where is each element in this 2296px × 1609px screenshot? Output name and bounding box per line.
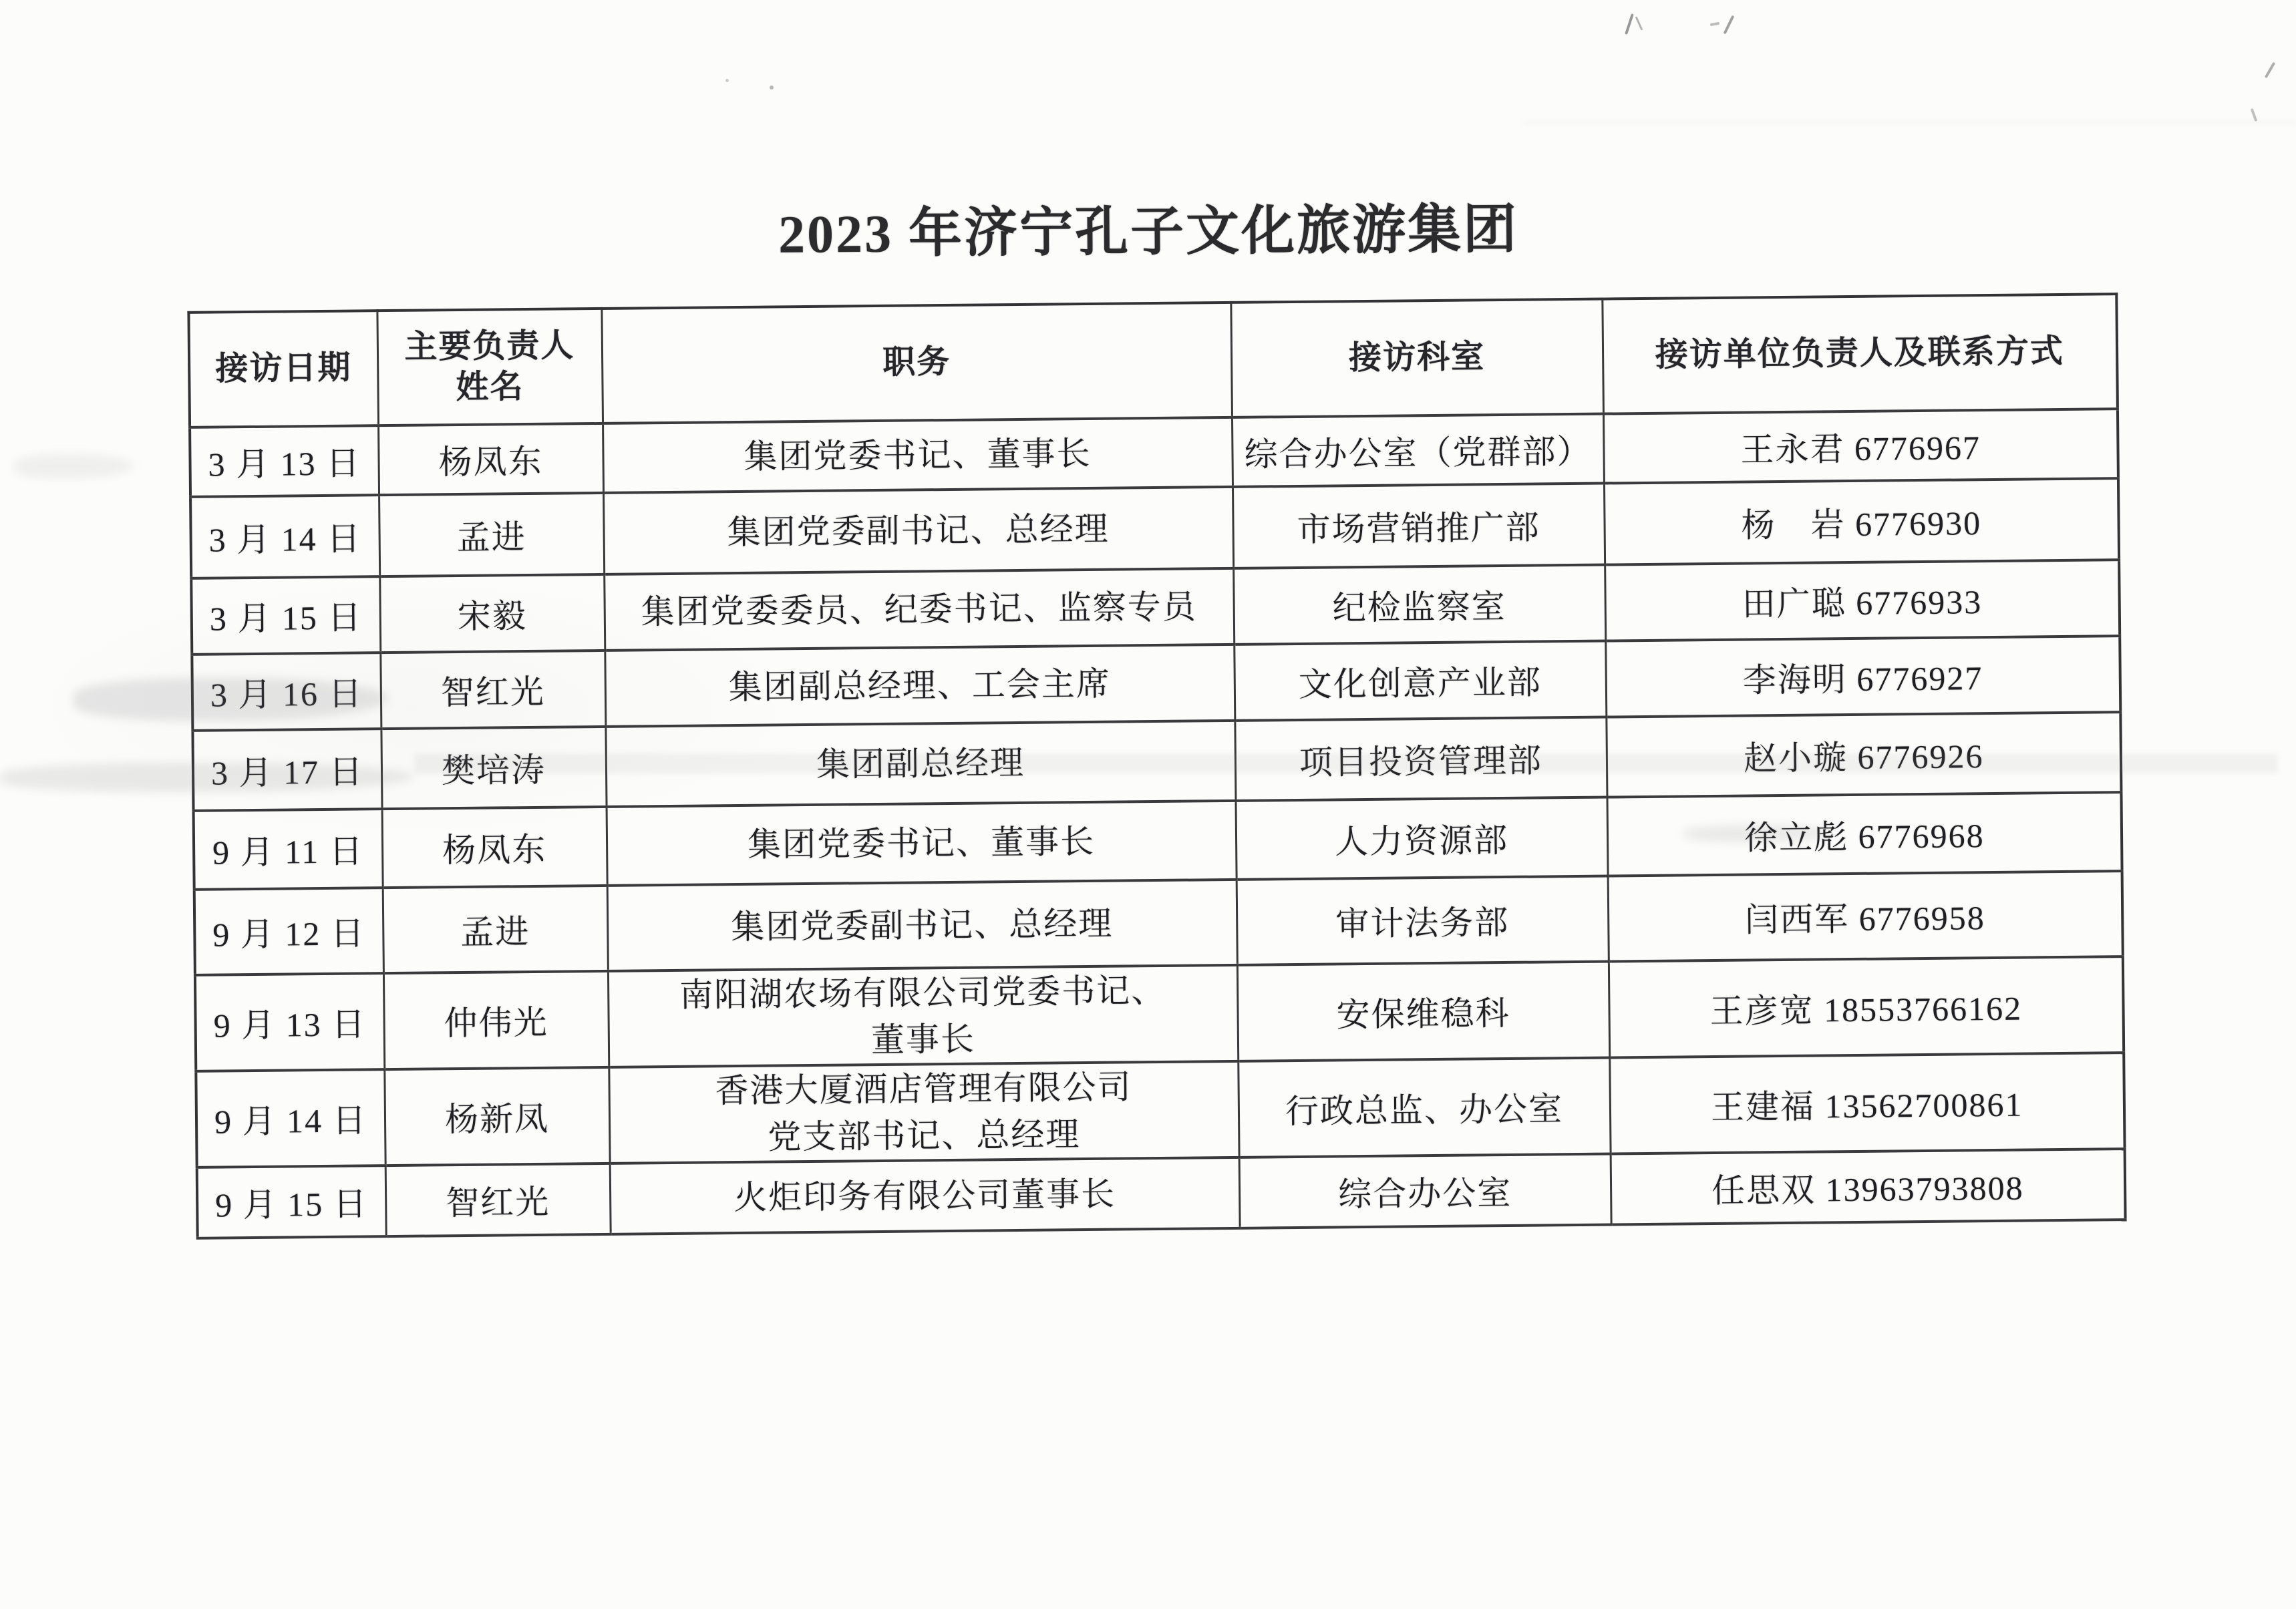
table-row — [196, 1053, 2124, 1168]
cell-visit-date: 9 月 15 日 — [197, 1166, 386, 1238]
cell-contact: 杨 岩 6776930 — [1604, 478, 2119, 564]
cell-department: 文化创意产业部 — [1234, 641, 1606, 721]
cell-contact: 王彦宽 18553766162 — [1609, 956, 2124, 1057]
cell-department: 行政总监、办公室 — [1238, 1058, 1610, 1157]
cell-visit-date: 9 月 11 日 — [194, 809, 383, 890]
cell-visit-date: 3 月 16 日 — [192, 653, 381, 731]
col-header-leader-name: 主要负责人 姓名 — [377, 309, 603, 425]
cell-visit-date: 9 月 12 日 — [194, 888, 383, 975]
cell-leader-name: 杨凤东 — [382, 807, 607, 888]
scan-artifact — [13, 454, 134, 478]
cell-contact: 任思双 13963793808 — [1611, 1149, 2126, 1224]
cell-contact: 王建福 13562700861 — [1609, 1053, 2124, 1153]
scan-artifact — [1724, 15, 1735, 35]
col-header-department: 接访科室 — [1231, 299, 1603, 417]
scan-artifact — [2265, 62, 2275, 79]
visit-schedule-table — [187, 293, 2126, 1240]
col-header-contact: 接访单位负责人及联系方式 — [1602, 294, 2118, 413]
cell-contact: 徐立彪 6776968 — [1607, 792, 2122, 876]
cell-leader-name: 杨新凤 — [384, 1067, 609, 1166]
cell-contact: 赵小璇 6776926 — [1606, 712, 2121, 797]
cell-department: 综合办公室 — [1239, 1154, 1611, 1228]
scan-artifact — [1625, 13, 1634, 35]
page-title: 2023 年济宁孔子文化旅游集团 — [778, 200, 1518, 264]
cell-position: 集团党委书记、董事长 — [607, 801, 1237, 886]
cell-position: 集团副总经理、工会主席 — [605, 645, 1235, 727]
cell-leader-name: 智红光 — [385, 1164, 611, 1236]
cell-position: 集团党委副书记、总经理 — [607, 880, 1237, 971]
cell-position: 南阳湖农场有限公司党委书记、 董事长 — [608, 965, 1238, 1067]
cell-position: 香港大厦酒店管理有限公司 党支部书记、总经理 — [609, 1061, 1239, 1164]
scan-artifact — [1523, 122, 2296, 124]
cell-visit-date: 3 月 13 日 — [190, 425, 379, 497]
cell-position: 集团副总经理 — [605, 721, 1235, 807]
cell-visit-date: 3 月 15 日 — [191, 576, 380, 655]
cell-department: 审计法务部 — [1237, 876, 1609, 965]
scan-artifact — [2251, 108, 2258, 122]
cell-leader-name: 智红光 — [380, 651, 605, 729]
header-row — [188, 294, 2118, 427]
cell-department: 市场营销推广部 — [1233, 484, 1605, 568]
col-header-visit-date: 接访日期 — [188, 311, 378, 427]
cell-position: 火炬印务有限公司董事长 — [610, 1157, 1240, 1234]
cell-leader-name: 杨凤东 — [378, 423, 603, 495]
cell-visit-date: 3 月 17 日 — [192, 729, 381, 811]
cell-department: 安保维稳科 — [1237, 962, 1609, 1061]
scan-artifact — [1635, 16, 1643, 30]
cell-position: 集团党委副书记、总经理 — [603, 487, 1233, 574]
scan-artifact — [770, 85, 774, 90]
cell-leader-name: 仲伟光 — [383, 971, 609, 1069]
cell-position: 集团党委书记、董事长 — [603, 417, 1233, 493]
scan-artifact — [1710, 22, 1719, 26]
cell-department: 项目投资管理部 — [1235, 717, 1607, 801]
cell-leader-name: 宋毅 — [379, 574, 605, 653]
cell-visit-date: 9 月 14 日 — [196, 1069, 385, 1168]
cell-contact: 田广聪 6776933 — [1605, 560, 2120, 641]
col-header-position: 职务 — [601, 303, 1232, 423]
cell-department: 综合办公室（党群部） — [1232, 414, 1604, 487]
scan-artifact — [725, 79, 729, 82]
cell-leader-name: 樊培涛 — [381, 727, 606, 809]
table-row — [195, 956, 2124, 1071]
cell-department: 人力资源部 — [1236, 797, 1608, 880]
cell-leader-name: 孟进 — [379, 493, 604, 576]
cell-position: 集团党委委员、纪委书记、监察专员 — [604, 568, 1234, 651]
cell-department: 纪检监察室 — [1233, 565, 1605, 645]
cell-leader-name: 孟进 — [383, 886, 608, 973]
cell-visit-date: 9 月 13 日 — [195, 973, 384, 1071]
cell-visit-date: 3 月 14 日 — [190, 495, 379, 578]
cell-contact: 李海明 6776927 — [1605, 636, 2120, 717]
cell-contact: 王永君 6776967 — [1603, 409, 2118, 483]
cell-contact: 闫西军 6776958 — [1608, 871, 2123, 961]
